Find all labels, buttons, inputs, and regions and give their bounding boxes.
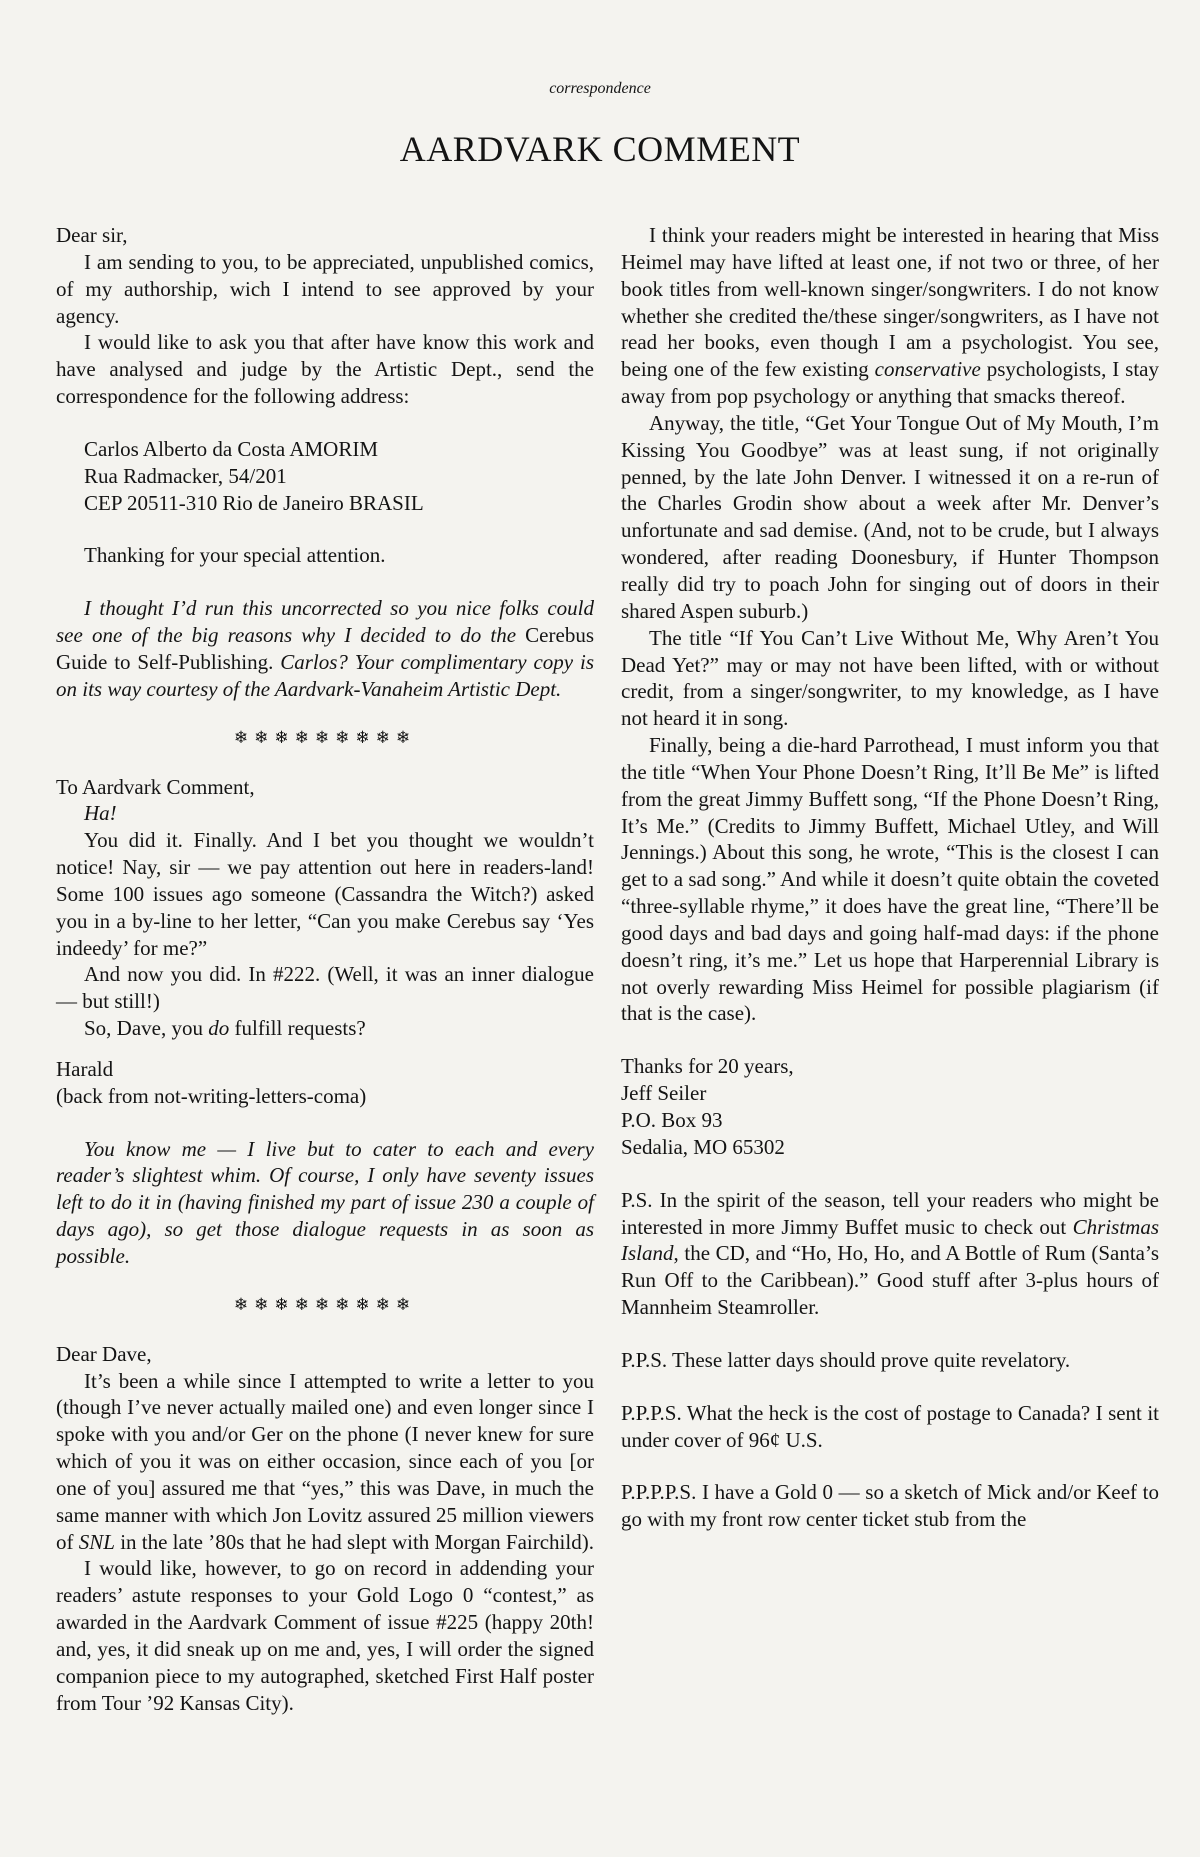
letter-paragraph: You did it. Finally. And I bet you thought we wouldn’t notice! Nay, sir — we pay attention out here in readers-land! Some 100 issues ago someone (Cassandra the Witch?) asked you in a by-line to her letter, “Can you make Cerebus say ‘Yes indeedy’ for me?” [56,828,594,960]
signoff-line: Thanks for 20 years, [621,1054,794,1079]
emphasis-text: conservative [874,357,981,382]
editor-reply [56,595,594,702]
snowflake-divider: ❄❄❄❄❄❄❄❄❄ [233,727,417,747]
letter-exclamation: Ha! [84,801,117,826]
address-line: Carlos Alberto da Costa AMORIM [84,436,378,461]
signoff-line: P.O. Box 93 [621,1108,723,1132]
letter-paragraph: The title “If You Can’t Live Without Me, Why Aren’t You Dead Yet?” may or may not have been lifted, with or without credit, from a singer/songwriter, to my knowledge, as I have not heard it in song. [621,625,1159,731]
snowflake-divider: ❄❄❄❄❄❄❄❄❄ [233,1294,417,1314]
letter-salutation: Dear sir, [56,223,128,247]
letter-harald [56,774,594,1270]
letter-paragraph: I am sending to you, to be appreciated, unpublished comics, of my authorship, wich I intend to see approved by your agency. [56,249,594,328]
paragraph-text: in the late ’80s that he had slept with Morgan Fairchild). [114,1529,594,1554]
signoff-line: Sedalia, MO 65302 [621,1134,785,1159]
postscript: P.P.P.S. What the heck is the cost of postage to Canada? I sent it under cover of 96¢ U.S. [621,1400,1159,1452]
reply-text: Carlos? Your complimentary copy is on its way courtesy of the Aardvark-Vanaheim Artistic Dept. [56,649,594,701]
letter-signature: Harald [56,1056,114,1081]
paragraph-text: fulfill requests? [229,1016,366,1041]
letter-salutation: Dear Dave, [56,1341,152,1366]
letter-paragraph: I would like, however, to go on record in addending your readers’ astute responses to your Gold Logo 0 “contest,” as awarded in the Aardvark Comment of issue #225 (happy 20th! and, yes, it did sneak up on me and, yes, I will order the signed companion piece to my autographed, sketched First Half poster from Tour ’92 Kansas City). [56,1556,594,1715]
mailing-address [56,436,594,517]
letter-carlos [56,222,594,703]
letter-paragraph: Anyway, the title, “Get Your Tongue Out of My Mouth, I’m Kissing You Goodbye” was at least sung, if not originally penned, by the late John Denver. I witnessed it on a re-run of the Charles Grodin show about a week after Mr. Denver’s unfortunate and sad demise. (And, not to be crude, but I always wondered, after reading Doonesbury, if Hunter Thompson really did try to poach John for singing out of doors in their shared Aspen suburb.) [621,410,1159,623]
letter-salutation: To Aardvark Comment, [56,774,255,799]
book-title: Cerebus Guide to Self-Publishing. [56,623,594,674]
paragraph-text: psychologists, I stay away from pop psychology or anything that smacks thereof. [621,357,1159,409]
postscript [621,1187,1159,1321]
address-line: CEP 20511-310 Rio de Janeiro BRASIL [84,490,424,515]
letter-paragraph: Finally, being a die-hard Parrothead, I must inform you that the title “When Your Phone Doesn’t Ring, It’ll Be Me” is lifted from the great Jimmy Buffett song, “If the Phone Doesn’t Ring, It’s Me.” (Credits to Jimmy Buffett, Michael Utley, and Will Jennings.) About this song, he wrote, “This is the closest I can get to a sad song.” And while it doesn’t quite obtain the coveted “three-syllable rhyme,” it does have the great line, “There’ll be good days and bad days and going half-mad days: if the phone doesn’t ring, it’s me.” Let us hope that Harperennial Library is not overly rewarding Miss Heimel for possible plagiarism (if that is the case). [621,733,1159,1026]
signoff-line: Jeff Seiler [621,1081,707,1106]
letter-paragraph [621,222,1159,410]
section-kicker: correspondence [549,80,651,97]
paragraph-text: P.S. In the spirit of the season, tell your readers who might be interested in more Jimmy Buffet music to check out [621,1187,1159,1239]
paragraph-text: , the CD, and “Ho, Ho, Ho, and A Bottle of Rum (Santa’s Run Off to the Caribbean).” Good stuff after 3-plus hours of Mannheim Steamroller. [621,1241,1159,1320]
album-title: Christmas Island [621,1214,1159,1266]
right-column [621,222,1159,1533]
show-title: SNL [78,1529,115,1554]
paragraph-text: It’s been a while since I attempted to write a letter to you (though I’ve never actually mailed one) and even longer since I spoke with you and/or Ger on the phone (I never knew for sure which of you it was on either occasion, since each of you [or one of you] assured me that “yes,” this was Dave, in much the same manner with which Jon Lovitz assured 25 million viewers of [56,1368,594,1554]
page-title: AARDVARK COMMENT [399,129,801,169]
address-line: Rua Radmacker, 54/201 [84,463,287,488]
paragraph-text: I think your readers might be interested in hearing that Miss Heimel may have lifted at least one, if not two or three, of her book titles from well-known singer/songwriters. I do not know whether she credited the/these singer/songwriters, as I have not read her books, even though I am a psychologist. You see, being one of the few existing [621,223,1159,382]
emphasis-text: do [208,1016,230,1041]
postscript: P.P.P.P.S. I have a Gold 0 — so a sketch of Mick and/or Keef to go with my front row center ticket stub from the [621,1480,1159,1532]
letter-paragraph [56,1015,594,1042]
letter-closing: Thanking for your special attention. [84,543,386,568]
reply-text: I thought I’d run this uncorrected so you nice folks could see one of the big reasons why I decided to do the [56,596,594,648]
signature-note: (back from not-writing-letters-coma) [56,1083,367,1108]
left-column [56,222,594,1717]
paragraph-text: So, Dave, you [84,1016,209,1041]
editor-reply: You know me — I live but to cater to each and every reader’s slightest whim. Of course, I only have seventy issues left to do it in (having finished my part of issue 230 a couple of days ago), so get those dialogue requests in as soon as possible. [56,1136,594,1268]
letter-signoff [621,1053,1159,1160]
letter-paragraph: I would like to ask you that after have know this work and have analysed and judge by the Artistic Dept., send the correspondence for the following address: [56,330,594,409]
letter-paragraph [56,1368,594,1556]
letter-paragraph: And now you did. In #222. (Well, it was an inner dialogue — but still!) [56,962,594,1014]
letter-jeff-start [56,1341,594,1717]
postscript: P.P.S. These latter days should prove quite revelatory. [621,1347,1071,1372]
